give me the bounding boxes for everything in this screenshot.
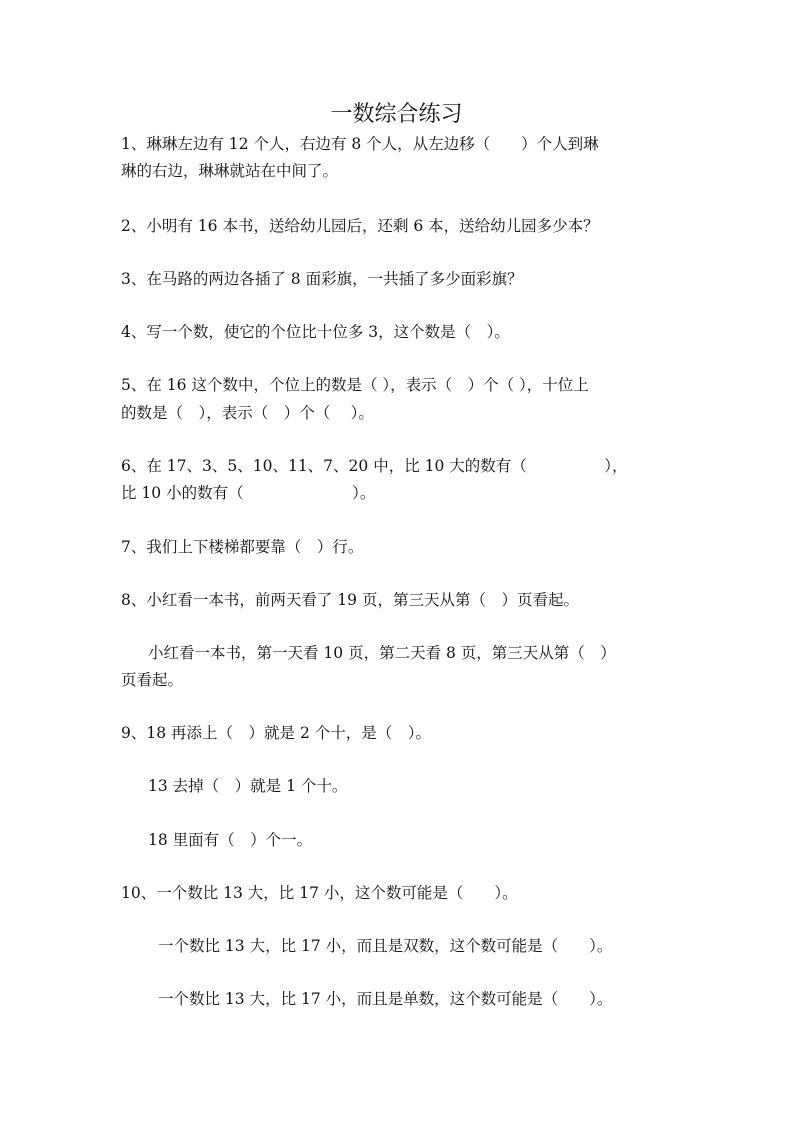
page-title: 一数综合练习	[330, 102, 463, 127]
question-2: 2、小明有 16 本书，送给幼儿园后，还剩 6 本，送给幼儿园多少本？	[121, 217, 599, 235]
question-8-part-2-line-2: 页看起。	[121, 671, 184, 689]
question-6-line-1: 6、在 17、3、5、10、11、7、20 中，比 10 大的数有（ ），	[121, 457, 628, 475]
question-8-part-2-line-1: 小红看一本书，第一天看 10 页，第二天看 8 页，第三天从第（ ）	[148, 644, 616, 662]
question-10-part-2: 一个数比 13 大，比 17 小，而且是双数，这个数可能是（ ）。	[158, 937, 613, 955]
question-6-line-2: 比 10 小的数有（ ）。	[121, 484, 376, 502]
question-10-part-3: 一个数比 13 大，比 17 小，而且是单数，这个数可能是（ ）。	[158, 990, 613, 1008]
question-7: 7、我们上下楼梯都要靠（ ）行。	[121, 538, 364, 556]
question-1-line-1: 1、琳琳左边有 12 个人，右边有 8 个人，从左边移（ ）个人到琳	[121, 135, 599, 153]
question-4: 4、写一个数，使它的个位比十位多 3，这个数是（ ）。	[121, 323, 510, 341]
question-5-line-1: 5、在 16 这个数中，个位上的数是（ ），表示（ ）个（ ），十位上	[121, 376, 589, 394]
question-8-part-1: 8、小红看一本书，前两天看了 19 页，第三天从第（ ）页看起。	[121, 591, 579, 609]
question-5-line-2: 的数是（ ），表示（ ）个（ ）。	[121, 404, 374, 422]
question-3: 3、在马路的两边各插了 8 面彩旗，一共插了多少面彩旗？	[121, 270, 523, 288]
question-9-part-2: 13 去掉（ ）就是 1 个十。	[148, 777, 348, 795]
question-9-part-1: 9、18 再添上（ ）就是 2 个十，是（ ）。	[121, 724, 431, 742]
question-9-part-3: 18 里面有（ ）个一。	[148, 831, 313, 849]
question-10-part-1: 10、一个数比 13 大，比 17 小，这个数可能是（ ）。	[121, 884, 518, 902]
question-1-line-2: 琳的右边，琳琳就站在中间了。	[121, 162, 339, 180]
